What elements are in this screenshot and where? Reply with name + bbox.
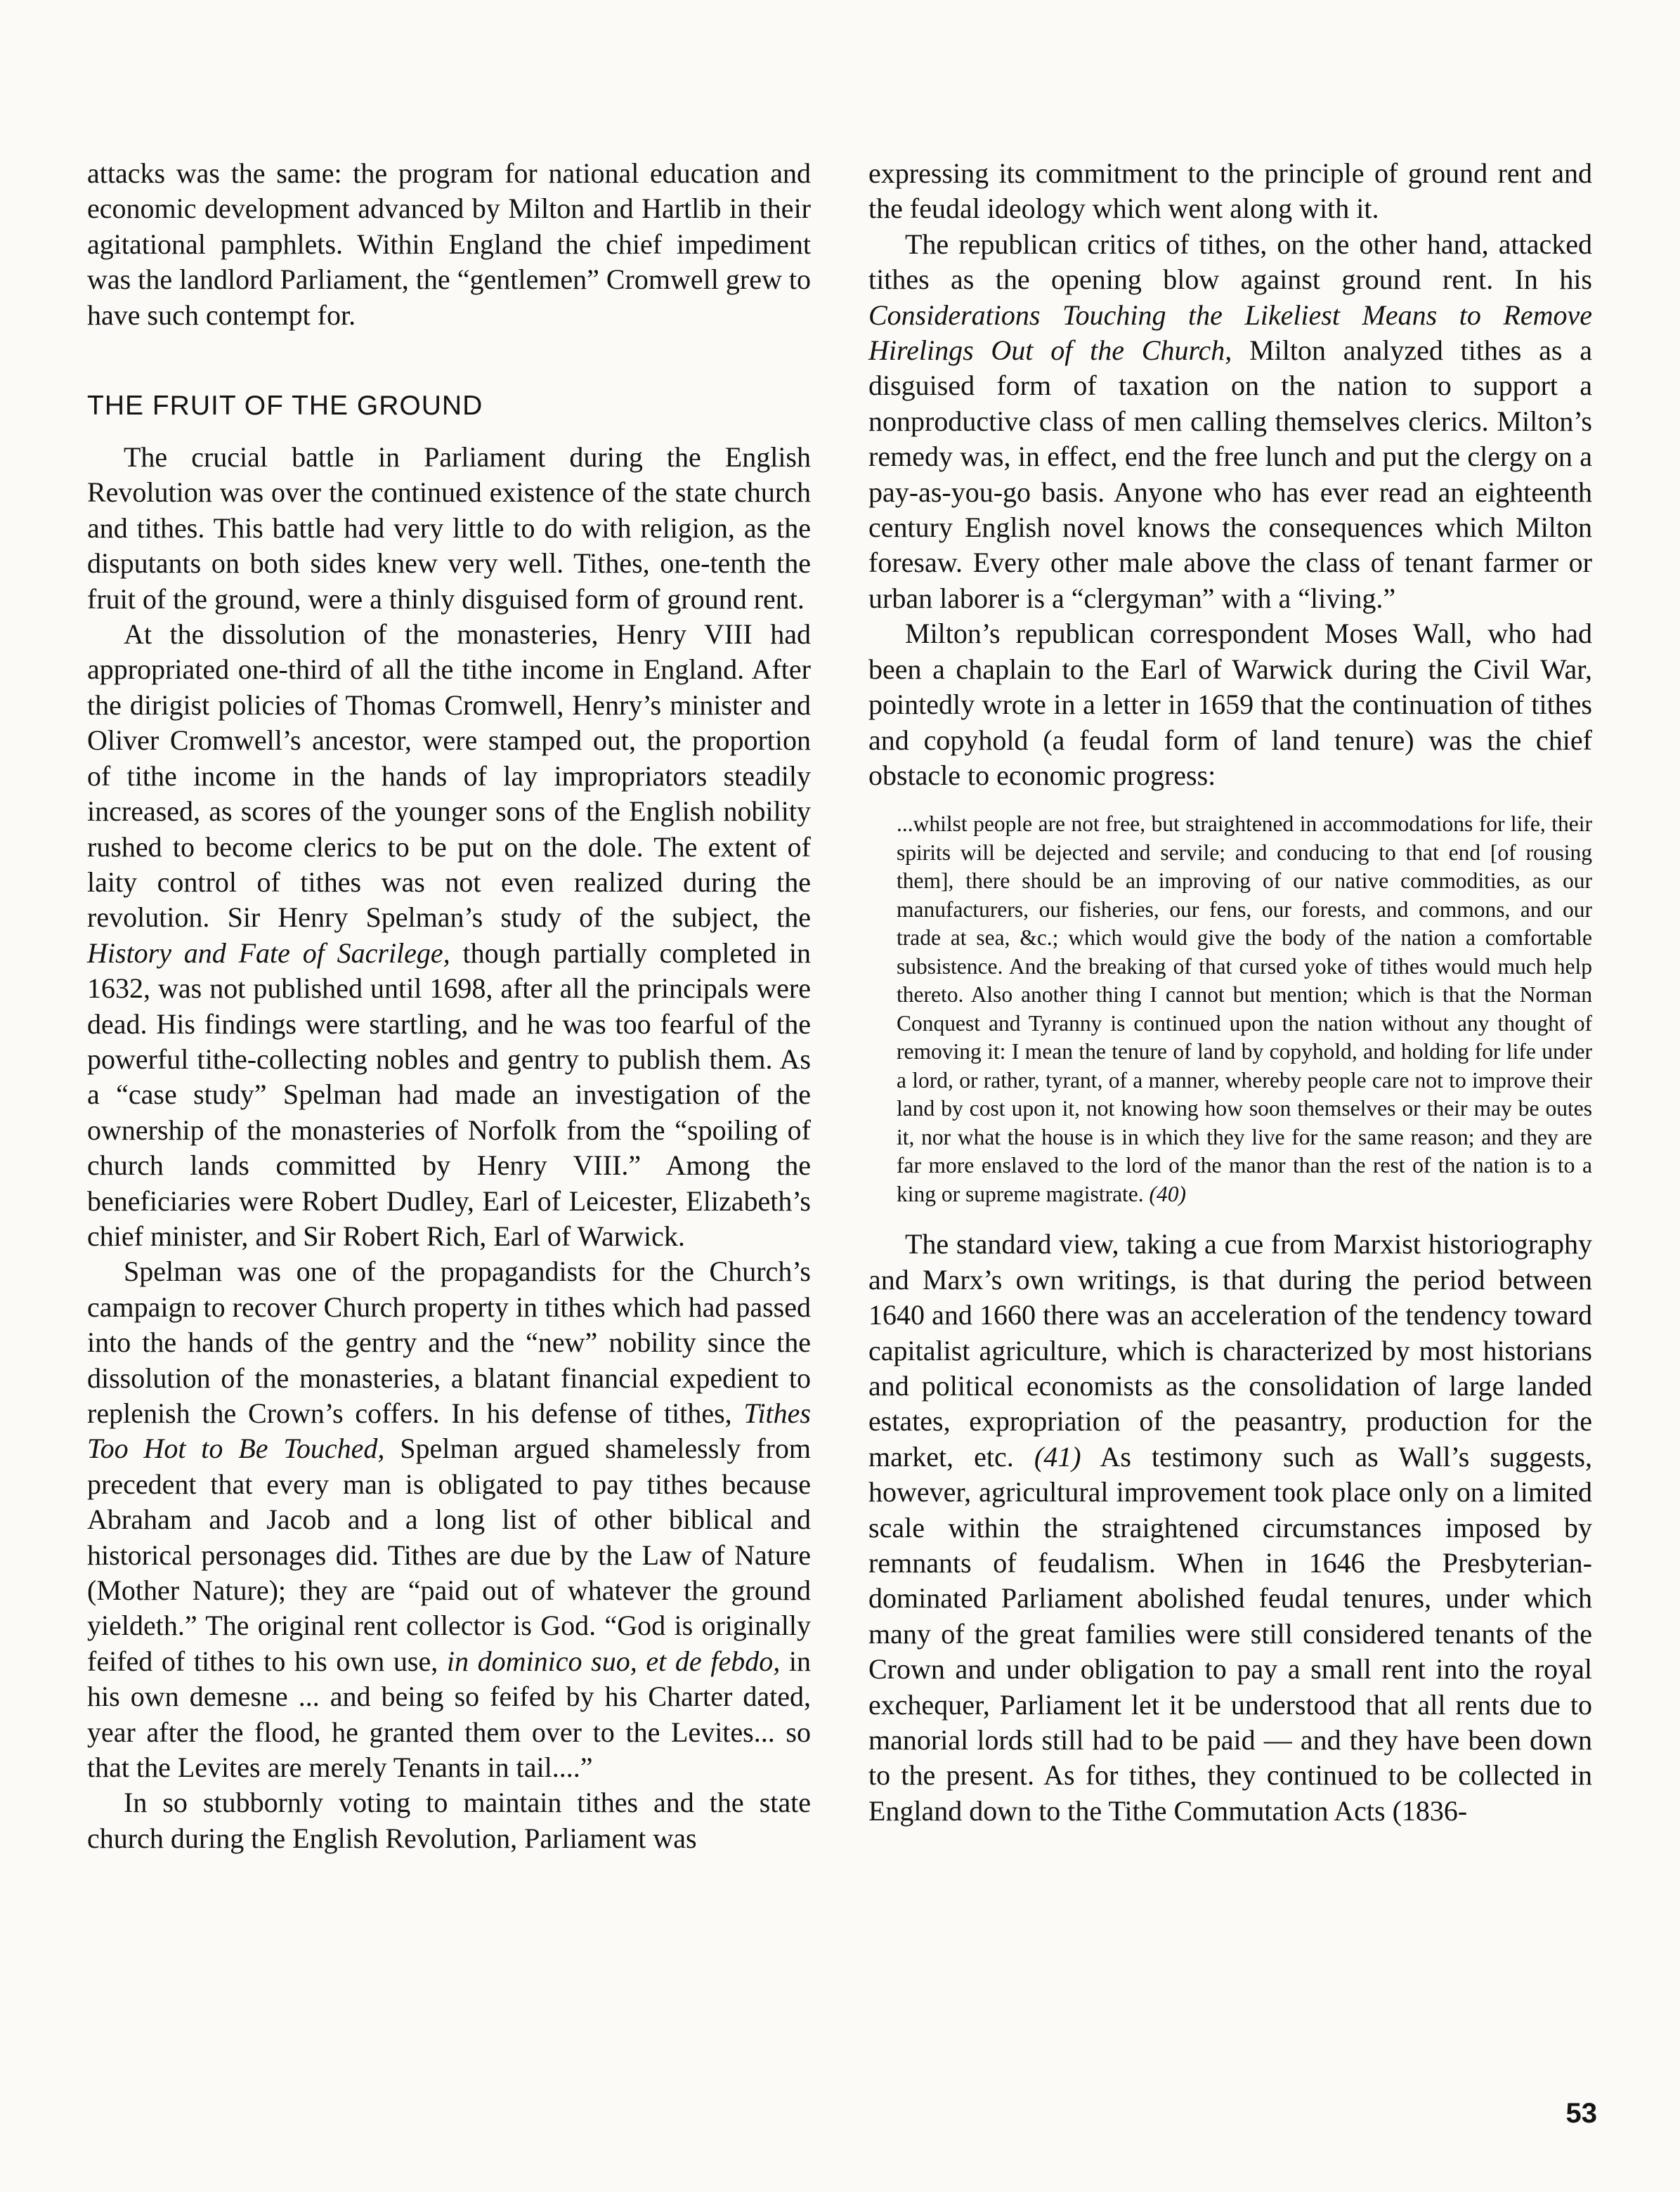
section-heading: THE FRUIT OF THE GROUND [87,391,483,422]
paragraph: The crucial battle in Parliament during the English Revolution was over the continued existence of the state church and tithes. This battle had very little to do with religion, as the disputants on both sides knew very well. Tithes, one-tenth the fruit of the ground, were a thinly disguised form of ground rent. [87,441,811,615]
paragraph: expressing its commitment to the principle of ground rent and the feudal ideology which went along with it. [868,157,1592,225]
text: As testimony such as Wall’s suggests, however, agricultural improvement took place only on a limited scale within the straightened circumstances imposed by remnants of feudalism. When in 1646 the Presbyterian-dominated Parliament abolished feudal tenures, under which many of the great families were still considered tenants of the Crown and under obligation to pay a small rent into the royal exchequer, Parliament let it be understood that all rents due to manorial lords still had to be paid — and they have been down to the present. As for tithes, they continued to be collected in England down to the Tithe Commutation Acts (1836- [868,1440,1592,1827]
paragraph [868,1227,1592,1829]
paragraph: Milton’s republican correspondent Moses Wall, who had been a chaplain to the Earl of Warwick during the Civil War, pointedly wrote in a letter in 1659 that the continuation of tithes and copyhold (a feudal form of land tenure) was the chief obstacle to economic progress: [868,618,1592,791]
latin-phrase: in dominico suo, et de febdo, [446,1645,781,1677]
paragraph: In so stubbornly voting to maintain tithes and the state church during the English Revolution, Parliament was [87,1787,811,1854]
book-title: Tithes Too Hot to Be Touched, [87,1397,811,1465]
footnote-ref: (41) [1034,1440,1081,1473]
text: At the dissolution of the monasteries, Henry VIII had appropriated one-third of all the tithe income in England. After the dirigist policies of Thomas Cromwell, Henry’s minister and Oliver Cromwell’s ancestor, were stamped out, the proportion of tithe income in the hands of lay impropriators steadily increased, as scores of the younger sons of the English nobility rushed to become clerics to be put on the dole. The extent of laity control of tithes was not even realized during the revolution. Sir Henry Spelman’s study of the subject, the [87,618,811,934]
text: Spelman argued shamelessly from precedent that every man is obligated to pay tithes because Abraham and Jacob and a long list of other biblical and historical personages did. Tithes are due by the Law of Nature (Mother Nature); they are “paid out of whatever the ground yieldeth.” The original rent collector is God. “God is originally feifed of tithes to his own use, [87,1433,811,1677]
text: Milton analyzed tithes as a disguised form of taxation on the nation to support a nonproductive class of men calling themselves clerics. Milton’s remedy was, in effect, end the free lunch and put the clergy on a pay-as-you-go basis. Anyone who has ever read an eighteenth century English novel knows the consequences which Milton foresaw. Every other male above the class of tenant farmer or urban laborer is a “clergyman” with a “living.” [868,334,1592,614]
paragraph [87,617,811,1254]
paragraph: attacks was the same: the program for national education and economic development advanced by Milton and Hartlib in their agitational pamphlets. Within England the chief impediment was the landlord Parliament, the “gentlemen” Cromwell grew to have such contempt for. [87,157,811,331]
text: though partially completed in 1632, was not published until 1698, after all the principals were dead. His findings were startling, and he was too fearful of the powerful tithe-collecting nobles and gentry to publish them. As a “case study” Spelman had made an investigation of the ownership of the monasteries of Norfolk from the “spoiling of church lands committed by Henry VIII.” Among the beneficiaries were Robert Dudley, Earl of Leicester, Elizabeth’s chief minister, and Sir Robert Rich, Earl of Warwick. [87,937,812,1252]
book-title: History and Fate of Sacrilege, [87,937,450,969]
quote-text: ...whilst people are not free, but straightened in accommodations for life, their spirits will be dejected and servile; and conducing to that end [of rousing them], there should be an improving of our native commodities, as our manufacturers, our fisheries, our fens, our forests, and commons, and our trade at sea, &c.; which would give the body of the nation a comfortable subsistence. And the breaking of that cursed yoke of tithes would much help thereto. Also another thing I cannot but mention; which is that the Norman Conquest and Tyranny is continued upon the nation without any thought of removing it: I mean the tenure of land by copyhold, and holding for life under a lord, or rather, tyrant, of a manner, whereby people care not to improve their land by cost upon it, not knowing how soon themselves or their may be outes it, nor what the house is in which they live for the same reason; and they are far more enslaved to the lord of the manor than the rest of the nation is to a king or supreme magistrate. [897,811,1592,1206]
book-title: Considerations Touching the Likeliest Means to Remove Hirelings Out of the Church, [868,299,1592,367]
footnote-ref: (40) [1149,1181,1187,1206]
block-quote [897,810,1592,1208]
text: Spelman was one of the propagandists for the Church’s campaign to recover Church property in tithes which had passed into the hands of the gentry and the “new” nobility since the dissolution of the monasteries, a blatant financial expedient to replenish the Crown’s coffers. In his defense of tithes, [87,1255,811,1429]
text: The republican critics of tithes, on the other hand, attacked tithes as the opening blow against ground rent. In his [868,228,1592,296]
paragraph [868,227,1592,616]
text: The standard view, taking a cue from Marxist historiography and Marx’s own writings, is that during the period between 1640 and 1660 there was an acceleration of the tendency toward capitalist agriculture, which is characterized by most historians and political economists as the consolidation of large landed estates, expropriation of the peasantry, production for the market, etc. [868,1228,1592,1473]
text: in his own demesne ... and being so feifed by his Charter dated, year after the flood, he granted them over to the Levites... so that the Levites are merely Tenants in tail....” [87,1645,811,1784]
paragraph [87,1254,811,1785]
right-column [868,156,1592,1829]
page-number: 53 [1565,2098,1597,2129]
left-column [87,156,811,1856]
